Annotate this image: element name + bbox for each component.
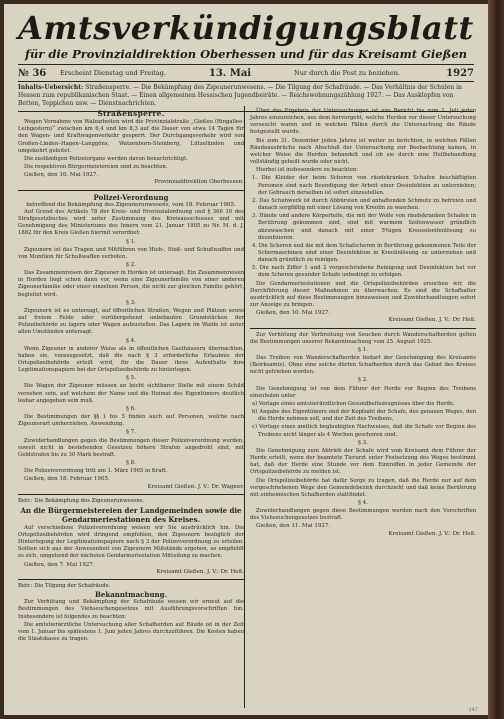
paragraph: Zur Verhütung der Verbreitung von Seuchen durch Wanderschafherden gelten die Bestimmungen unserer Bekanntmachung vom 25. August 1925.	[250, 331, 476, 345]
list-item: a) Vorlage eines amtstierärztlichen Gesundheitszeugnisses über die Herde,	[252, 400, 455, 407]
toc-label: Inhalts-Uebersicht:	[18, 84, 84, 91]
paragraph: Wenn Zigeuner in anderer Weise als in öffentlichen Gasthäusern übernachten, haben sie, vorausgesetzt, daß die nach § 3 erforderliche Erlaubnis der Ortspolizeibehörde erteilt wird, für die Dauer ihres Aufenthalts ihre Legitimationspapiere bei der Ortspolizeibehörde zu hinterlegen.	[18, 345, 244, 374]
paragraph: Die amtstierärztliche Untersuchung aller Schafherden auf Räude ist in der Zeit vom 1. Januar bis spätestens 1. Juni jeden Jahres durchzuführen. Die Kosten haben die Staatskasse zu tragen.	[18, 621, 244, 642]
issue-number: № 36	[18, 67, 47, 79]
signature: Kreisamt Gießen. J. V.: Dr. Heß.	[388, 317, 476, 324]
paragraph: Die Polizeiverordnung tritt am 1. März 1905 in Kraft.	[24, 468, 168, 475]
section-number: § 4.	[358, 499, 368, 506]
section-rule	[18, 494, 244, 495]
section-number: § 3.	[358, 439, 368, 446]
section-number: § 3.	[126, 299, 136, 306]
paragraph: Die Wagen der Zigeuner müssen an leicht sichtbarer Stelle mit einem Schild versehen sein, auf welchem der Name und die Heimat des Eigentümers deutlich lesbar angegeben sein muß.	[18, 383, 244, 404]
paragraph: Die Gendarmeriestationen und die Ortspolizeibehörden ersuchen wir, die Durchführung dieser Maßnahmen zu überwachen. Es sind die Schafhalter ausdrücklich auf diese Bestimmungen hinzuweisen und Zuwiderhandlungen sofort zur Anzeige zu bringen.	[250, 280, 476, 309]
list-item: b) Angabe des Eigentümers und der Kopfzahl der Schafe, des genauen Weges, den die Herde nehmen soll, und der Zeit des Treibens,	[252, 409, 476, 423]
column-divider	[244, 106, 245, 708]
subject-line: Betr.: Die Bekämpfung des Zigeunerunwesens.	[18, 497, 145, 504]
signature: Kreisamt Gießen. J. V.: Dr. Heß.	[156, 568, 244, 575]
ordinance-subtitle: betreffend die Bekämpfung des Zigeunerunwesens, vom 18. Februar 1905.	[26, 201, 236, 208]
paragraph: Hierbei ist insbesondere zu beachten:	[256, 167, 359, 174]
publication-schedule: Erscheint Dienstag und Freitag.	[60, 69, 167, 77]
heading-police-ordinance: Polizei-Verordnung	[93, 192, 169, 202]
list-item: 2. Das Schuhwerk ist durch Abbürsten und anhaftenden Schmutz zu befreien und danach sorgfältig mit einer Lösung von Kreolin zu waschen.	[252, 197, 476, 212]
list-item: 5. Die nach Ziffer 1 und 2 vorgeschriebene Reinigung und Desinfektion hat vor dem Scheren gesunder Schafe unbedingt zu erfolgen.	[252, 265, 476, 279]
section-number: § 5.	[126, 375, 136, 382]
signature: Provinzialdirektion Oberhessen.	[154, 179, 244, 186]
list-item: 3. Hände und andere Körperteile, die mit der Wolle von räudekranken Schafen in Berührung gekommen sind, sind mit warmem Seifenwasser gründlich abzuwaschen und danach mit einer 5%igen Kreosolseifenlösung zu desinfizieren.	[252, 213, 476, 241]
paragraph: Über das Ergebnis der Untersuchungen ist uns Bericht bis zum 1. Juli jeden Jahres einzureichen, aus dem hervorgeht, welche Herden vor dieser Untersuchung verseucht waren und in welchen Fällen durch die Untersuchung die Räude festgestellt wurde.	[250, 108, 476, 136]
place-date: Gießen, den 10. Mai 1927.	[24, 172, 99, 179]
paragraph: Das Treiben von Wanderschafherden bedarf der Genehmigung des Kreisamts (Beirksamts). Ohne eine solche dürfen Schafherden durch das Gebiet des Kreises nicht getrieben werden.	[250, 355, 476, 376]
section-rule	[18, 579, 244, 580]
issue-year: 1927	[446, 67, 474, 79]
heading-announcement: Bekanntmachung.	[95, 590, 167, 600]
newspaper-page	[4, 4, 488, 715]
place-date: Gießen, den 10. Mai 1927.	[256, 310, 331, 317]
paragraph: Die Ortspolizeibehörde hat dafür Sorge zu tragen, daß die Herde nur auf dem vorgeschriebenen Wege den Gemeindebezirk durchzieht und daß keine Berührung mit einheimischen Schafherden stattfindet.	[250, 477, 476, 498]
section-number: § 2.	[126, 261, 136, 268]
paragraph: Die zuständigen Polizeiorgane werden davon benachrichtigt.	[24, 155, 188, 162]
masthead	[12, 10, 480, 62]
signature: Kreisamt Gießen. J. V.: Dr. Wagner.	[147, 483, 244, 490]
section-number: § 4.	[126, 337, 136, 344]
paragraph: Wegen Vornahme von Walzarbeiten wird die Provinzialstraße „Gießen (Ringallee-Leihgestern)“ zwischen km 6,4 und km 8,3 auf die Dauer von etwa 14 Tagen für den Wagen- und Kraftwagenverkehr gesperrt. Der Durchgangsverkehr wird von Großen-Linden–Hagen–Langgöns, Watzenborn-Steinberg, Lützellinden und umgekehrt geleitet.	[18, 119, 244, 154]
book-binding	[488, 0, 504, 719]
right-column	[250, 108, 476, 708]
paragraph: Zur Verhütung und Bekämpfung der Schafräude weisen wir erneut auf die Bestimmungen des Viehseuchengesetzes mit Ausführungsvorschriften hin. Insbesondere ist folgendes zu beachten:	[18, 599, 244, 620]
paragraph: Zigeunern ist das Tragen und Mitführen von Hieb-, Stoß- und Schußwaffen und von Munition für Schußwaffen verboten.	[18, 246, 244, 260]
section-number: § 1.	[358, 346, 368, 353]
section-number: § 7.	[126, 429, 136, 436]
section-number: § 1.	[126, 238, 136, 245]
list-item: 4. Die Scheren und die mit dem Schafscheren in Berührung gekommenen Teile der Schermaschinen sind einer Desinfektion in Kreolinlösung zu unterziehen und danach gründlich zu reinigen.	[252, 242, 476, 264]
paragraph: Die Bestimmungen der §§ 1 bis 5 finden auch auf Personen, welche nach Zigeunerart umherziehen, Anwendung.	[18, 414, 244, 428]
paragraph: Zuwiderhandlungen gegen diese Bestimmungen werden nach den Vorschriften des Viehseuchengesetzes bestraft.	[250, 508, 476, 522]
place-date: Gießen, den 18. Februar 1905.	[24, 476, 110, 483]
issue-info-bar	[18, 64, 474, 82]
paragraph: Die Genehmigung zum Abtrieb der Schafe wird vom Kreisamt dem Führer der Herde erteilt, wenn der beamtete Tierarzt unter Festsetzung des Weges bestimmt hat, daß der Herde eine Stunde vor dem Eintreffen in jeder Gemeinde der Ortspolizeibehörde zu melden ist.	[250, 447, 476, 476]
section-rule	[250, 328, 476, 329]
place-date: Gießen, den 7. Mai 1927.	[24, 561, 95, 568]
paragraph: Bis zum 31. Dezember jeden Jahres ist weiter zu berichten, in welchen Fällen Räudeausbrüche nach Abschluß der Untersuchung zur Beobachtung kamen, in welcher Weise die Herden behandelt und ob sie durch eine Heilbehandlung vollständig geheilt wurde oder nicht.	[250, 137, 476, 166]
paragraph: Auf Grund des Artikels 78 der Kreis- und Provinzialordnung und § 366 10 des Strafgesetzbuches wird unter Zustimmung des Kreisausschusses und mit Genehmigung des Ministeriums des Innern vom 21. Januar 1905 zu Nr. M. d. J. 1882 für den Kreis Gießen hiermit verordnet:	[18, 208, 244, 237]
section-number: § 2.	[358, 377, 368, 384]
section-number: § 8.	[126, 460, 136, 467]
heading-street-closure: Straßensperre.	[97, 109, 165, 118]
paragraph: Die respektiven Bürgermeistereien sind zu beachten.	[24, 164, 168, 171]
section-number: § 6.	[126, 405, 136, 412]
paragraph: Zuwiderhandlungen gegen die Bestimmungen dieser Polizeiverordnung werden, soweit nicht in bestehenden Gesetzen höhere Strafen angedroht sind, mit Geldstrafen bis zu 30 Mark bestraft.	[18, 437, 244, 458]
toc-text: Straßensperre. — Die Bekämpfung des Zigeunerunwesens. — Die Tilgung der Schafräude. — Das Verhältnis der Schulen in Hessen zum republikanischen Staat. — Einen allgemeinen Hessischen Jugendbeiräte. — Reichswohnungszählung 1927. — Das Ausklopfen von Betten, Teppichen usw. — Dienstnachrichten.	[18, 84, 462, 107]
addressee-heading: An die Bürgermeistereien der Landgemeinden sowie die Gendarmeriestationen des Kreises.	[20, 505, 242, 524]
signature: Kreisamt Gießen. J. V.: Dr. Heß.	[388, 530, 476, 537]
section-rule	[18, 190, 244, 191]
paragraph: Zigeunern ist es untersagt, auf öffentlichen Straßen, Wegen und Plätzen sowie auf freiem Felde oder vorübergehend unbebauten Grundstücken der Polizeibehörde zu lagern oder Wagen aufzustellen. Das Lagern im Walde ist unter allen Umständen untersagt.	[18, 307, 244, 336]
masthead-title: Amtsverkündigungsblatt	[18, 9, 474, 47]
paragraph: Auf verschiedene Polizeiverordnung weisen wir Sie ausdrücklich hin. Die Ortspolizeibehörden wird dringend empfohlen, den Zigeunern bezüglich der Hinterlegung der Legitimationspapiere nach § 3 der Polizeiverordnung zu erteilen. Sollten sich aus der Anwesenheit von Zigeunern Mißstände ergeben, so empfiehlt es sich, umgehend der nächsten Gendarmeriestation Mitteilung zu machen.	[18, 524, 244, 560]
left-column	[18, 108, 244, 708]
subject-line: Betr.: Die Tilgung der Schafräude.	[18, 582, 111, 589]
list-item: c) Vorlage eines amtlich beglaubigten Nachweises, daß die Schafe vor Beginn des Treibens nicht länger als 4 Wochen geschoren sind.	[252, 424, 476, 438]
distribution-note: Nur durch die Post zu beziehen.	[294, 69, 400, 77]
paragraph: Das Zusammenreisen der Zigeuner in Horden ist untersagt. Ein Zusammenreisen in Horden liegt schon dann vor, wenn eine Zigeunerfamilie von einer anderen Zigeunerfamilie oder einer einzelnen Person, die nicht zur gleichen Familie gehört, begleitet wird.	[18, 270, 244, 298]
paragraph: Die Genehmigung ist von dem Führer der Herde vor Beginn des Treibens einzuholen unter	[250, 385, 476, 399]
list-item: 1. Die Kleider der beim Scheren von räudekranken Schafen beschäftigten Personen sind nach Beendigung der Arbeit einer Desinfektion zu unterziehen; der Gebrauch derselben ist sofort einzustellen.	[252, 175, 476, 196]
page-number: 147	[468, 707, 478, 713]
masthead-subtitle: für die Provinzialdirektion Oberhessen und für das Kreisamt Gießen	[25, 47, 467, 61]
issue-date: 13. Mai	[208, 67, 252, 79]
place-date: Gießen, den 11. Mai 1927.	[256, 523, 331, 530]
